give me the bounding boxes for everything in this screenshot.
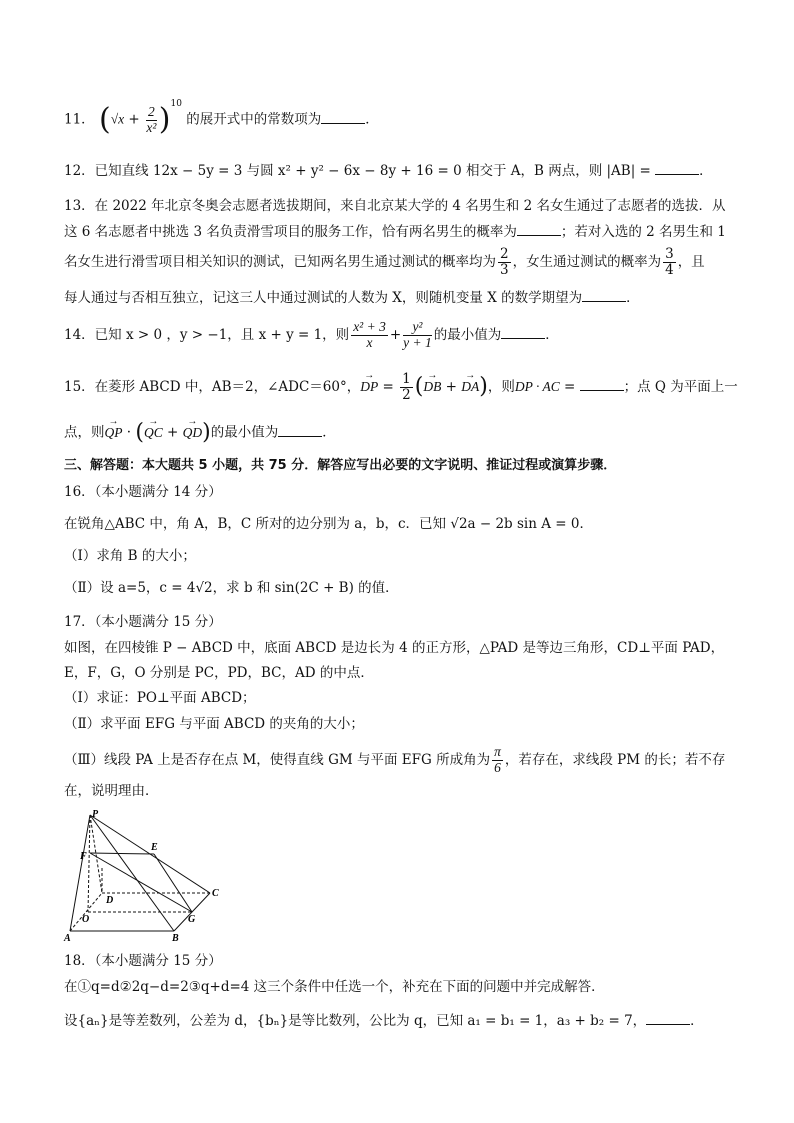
answer-blank[interactable] [517,223,561,236]
label-o: O [82,914,90,925]
edge-pb [90,815,174,931]
answer-blank[interactable] [278,424,322,437]
question-17-part-1: （Ⅰ）求证：PO⊥平面 ABCD； [64,690,256,706]
segment-po [88,815,90,912]
question-14: 14．已知 x > 0 ，y > −1，且 x + y = 1，则 $\frac{\text{x² + 3}}{x}$ + $\frac{\text{y²}}{y + 1}$ 的最小值为 ． [64,319,559,350]
dot-product-dp-ac: DP · AC [514,378,560,394]
question-17-part-3: （Ⅲ）线段 PA 上是否存在点 M，使得直线 GM 与平面 EFG 所成角为 $\frac{\pi}{6}$ ，若存在，求线段 PM 的长；若不存 [64,744,726,775]
question-15-line-2: 点，则→ QP · (→ QC + → QD)的最小值为 ． [64,420,744,446]
vector-dp: → DP [360,379,378,395]
segment-eg [154,854,192,912]
label-e: E [151,842,158,853]
pyramid-figure [62,808,232,943]
question-16-part-2: （Ⅱ）设 a=5，c = 4√2，求 b 和 sin(2C + B) 的值． [64,580,399,596]
question-13-line-4: 每人通过与否相互独立，记这三人中通过测试的人数为 X，则随机变量 X 的数学期望为 ． [64,290,640,306]
edge-ad [70,893,102,931]
label-p: P [92,809,99,820]
question-11: 11． (√x + $\frac{2}{\text{x²}}$ )$^{10}$ 的展开式中的常数项为 ． [64,99,379,137]
fraction-2-3: $\frac{2}{3}$ [500,246,509,278]
fraction-y2-over-y-plus-1: $\frac{\text{y²}}{y + 1}$ [403,319,432,350]
vector-qp: → QP [105,425,123,441]
question-13-line-2: 这 6 名志愿者中挑选 3 名负责滑雪项目的服务工作，恰有两名男生的概率为 ；若对入选的 2 名男生和 1 [64,224,726,240]
section-3-heading: 三、解答题：本大题共 5 小题，共 75 分．解答应写出必要的文字说明、推证过程或演算步骤． [64,458,617,473]
question-17-part-2: （Ⅱ）求平面 EFG 与平面 ABCD 的夹角的大小； [64,716,364,732]
label-g: G [188,914,196,925]
answer-blank[interactable] [321,111,365,124]
label-c: C [212,888,219,899]
fraction-3-4: $\frac{3}{4}$ [665,246,674,278]
question-18-title: 18．（本小题满分 15 分） [64,953,222,969]
fraction-2-over-x2: $\frac{2}{\text{x²}}$ [146,103,157,135]
sqrt-x: √x [110,111,125,127]
fraction-pi-6: $\frac{\pi}{6}$ [494,744,501,775]
question-16-title: 16．（本小题满分 14 分） [64,484,222,500]
question-17-part-3-cont: 在，说明理由． [64,783,159,799]
vector-qc: → QC [144,425,163,441]
fraction-x2-plus-3-over-x: $\frac{\text{x² + 3}}{x}$ [353,319,386,350]
segment-fe [90,853,154,854]
question-17-line-1: 如图，在四棱锥 P − ABCD 中，底面 ABCD 是边长为 4 的正方形，△PAD 是等边三角形，CD⊥平面 PAD， [64,640,725,656]
question-18-line-2: 设{aₙ}是等差数列，公差为 d，{bₙ}是等比数列，公比为 q，已知 a₁ = b₁ = 1，a₃ + b₂ = 7， ． [64,1013,704,1029]
label-b: B [172,933,179,943]
fraction-1-2: $\frac{1}{2}$ [402,371,411,403]
vector-qd: → QD [183,425,203,441]
vector-db: → DB [423,379,441,395]
answer-blank[interactable] [580,378,624,391]
question-13-line-1: 13．在 2022 年北京冬奥会志愿者选拔期间，来自北京某大学的 4 名男生和 2 名女生通过了志愿者的选拔．从 [64,198,726,214]
question-18-line-1: 在①q=d②2q−d=2③q+d=4 这三个条件中任选一个，补充在下面的问题中并完成解答． [64,979,605,995]
question-13-line-3: 名女生进行滑雪项目相关知识的测试，已知两名男生通过测试的概率均为 $\frac{2}{3}$ ，女生通过测试的概率为 $\frac{3}{4}$ ，且 [64,246,705,278]
label-a: A [64,933,71,943]
question-17-title: 17．（本小题满分 15 分） [64,614,222,630]
answer-blank[interactable] [501,326,545,339]
question-12: 12．已知直线 12x − 5y = 3 与圆 x² + y² − 6x − 8y + 16 = 0 相交于 A，B 两点，则 |AB| = ． [64,163,713,179]
question-15-line-1: 15．在菱形 ABCD 中，AB＝2，∠ADC＝60°，→ DP = $\frac{1}{2}$ (→ DB + → DA)，则DP · AC = ；点 Q 为平面上一 [64,372,744,403]
label-d: D [106,895,114,906]
question-16-part-1: （Ⅰ）求角 B 的大小； [64,548,196,564]
question-17-line-2: E，F，G，O 分别是 PC，PD，BC，AD 的中点． [64,665,374,681]
question-16-stem: 在锐角△ABC 中，角 A，B，C 所对的边分别为 a，b，c．已知 √2a − 2b sin A = 0． [64,516,593,532]
answer-blank[interactable] [655,162,699,175]
question-number: 11． [64,111,95,128]
exponent: 10 [170,99,182,109]
answer-blank[interactable] [646,1012,690,1025]
answer-blank[interactable] [582,289,626,302]
label-f: F [80,851,87,862]
vector-da: → DA [461,379,479,395]
